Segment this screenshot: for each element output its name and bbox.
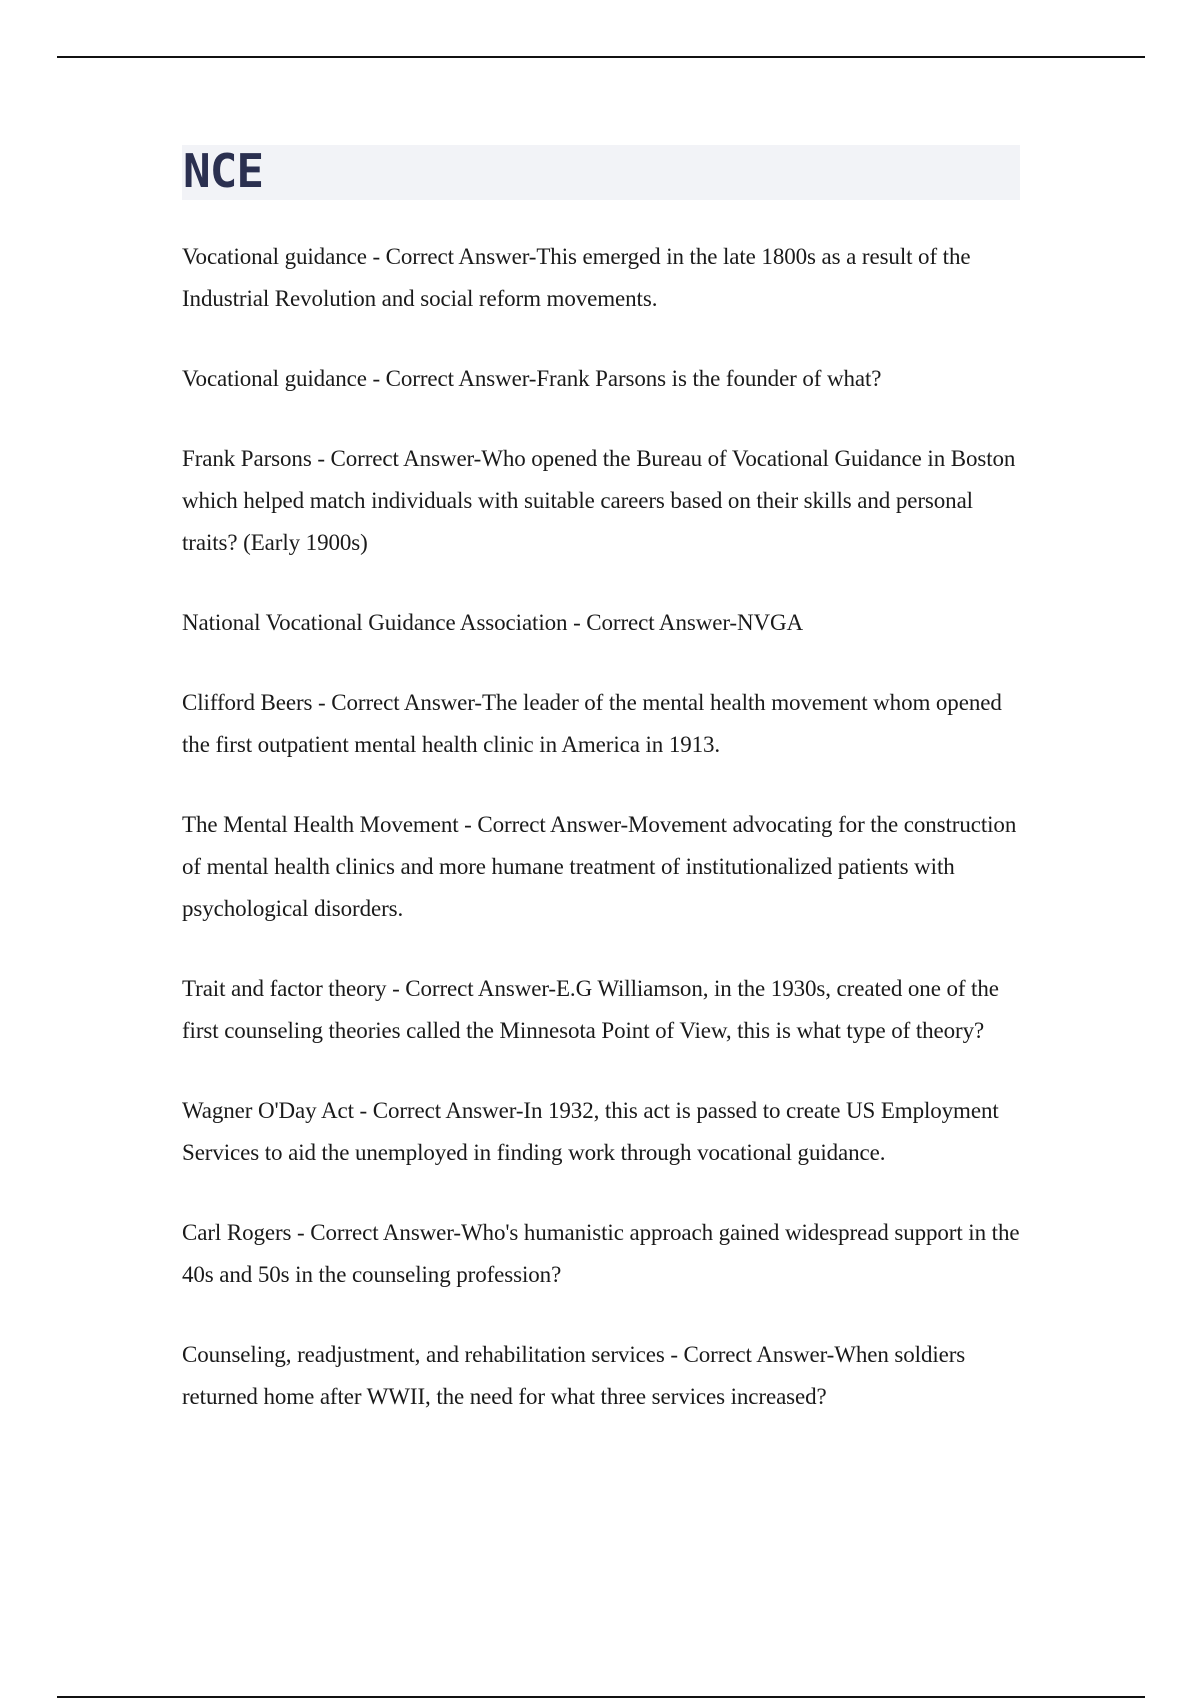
- qa-item-4: National Vocational Guidance Association - Correct Answer-NVGA: [182, 610, 804, 635]
- qa-item-3: Frank Parsons - Correct Answer-Who opened the Bureau of Vocational Guidance in Boston which helped match individuals with suitable careers based on their skills and personal traits? (Early 1900s): [182, 446, 1016, 555]
- qa-item-9: Carl Rogers - Correct Answer-Who's humanistic approach gained widespread support in the 40s and 50s in the counseling profession?: [182, 1220, 1020, 1287]
- qa-list: [182, 236, 1027, 1456]
- qa-item-1: Vocational guidance - Correct Answer-This emerged in the late 1800s as a result of the Industrial Revolution and social reform movements.: [182, 244, 971, 311]
- qa-item-2: Vocational guidance - Correct Answer-Frank Parsons is the founder of what?: [182, 366, 882, 391]
- top-rule: [57, 56, 1145, 58]
- qa-item-8: Wagner O'Day Act - Correct Answer-In 1932, this act is passed to create US Employment Services to aid the unemployed in finding work through vocational guidance.: [182, 1098, 999, 1165]
- title-band: [182, 145, 1020, 200]
- qa-item-5: Clifford Beers - Correct Answer-The leader of the mental health movement whom opened the first outpatient mental health clinic in America in 1913.: [182, 690, 1002, 757]
- bottom-rule: [57, 1696, 1145, 1698]
- qa-item-6: The Mental Health Movement - Correct Answer-Movement advocating for the construction of mental health clinics and more humane treatment of institutionalized patients with psychological disorders.: [182, 812, 1017, 921]
- qa-item-7: Trait and factor theory - Correct Answer-E.G Williamson, in the 1930s, created one of the first counseling theories called the Minnesota Point of View, this is what type of theory?: [182, 976, 999, 1043]
- page-title: NCE: [183, 144, 264, 198]
- qa-item-10: Counseling, readjustment, and rehabilitation services - Correct Answer-When soldiers returned home after WWII, the need for what three services increased?: [182, 1342, 966, 1409]
